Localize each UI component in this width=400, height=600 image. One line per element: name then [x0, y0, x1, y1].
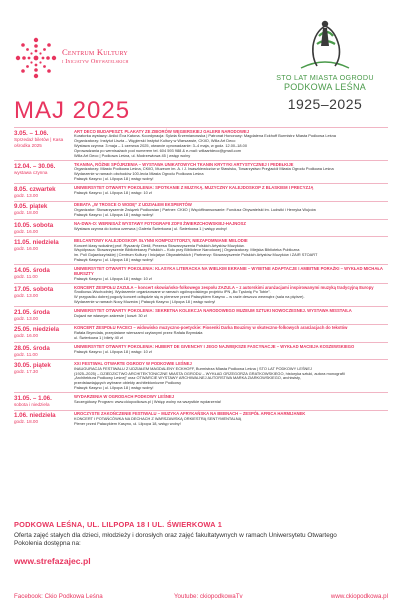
event-time: godz. 17.30: [14, 368, 39, 374]
event-detail-line: Wystawa czynna: 3 maja – 1 czerwca 2025, otwarcie oprowadzanie: 3–4 maja, w godz. 12.00–18.00: [74, 142, 247, 148]
event-detail-line: Pałacyk Kasyno | ul. Lilpopa 18 | wstęp: 10 zł: [74, 348, 152, 354]
event-detail-line: KONCERT I POTAŃCÓWKA NA DECHACH Z WARSZAWSKĄ ORKIESTRĄ SENTYMENTALNĄ: [74, 415, 242, 421]
anniversary-title: [266, 73, 384, 92]
event-date: [14, 395, 74, 408]
event-detail-line: Środkowo-Wschodniej. Wydarzenie organizowane w ramach ogólnopolskiego projektu IPN „Bo Tęsknię Po Tobie”.: [74, 289, 271, 295]
event-item: [14, 160, 388, 183]
event-date: [14, 186, 74, 199]
event-date-day: 30.05. piątek: [14, 361, 51, 369]
event-detail-line: Wydarzenie w ramach obchodów 100-lecia Miasta Ogrodu Podkowa Leśna: [74, 171, 204, 177]
event-detail-line: W przypadku dobrej pogody koncert odbędzie się w plenerze przed Pałacykiem Kasyno – w razie deszczu wewnątrz (sala na piętrze).: [74, 294, 305, 300]
event-title: WYDARZENIA W OGRODACH PODKOWY LEŚNEJ: [74, 393, 175, 399]
event-time: godz. 11.00: [14, 274, 38, 280]
event-detail-line: przedstawiających wybrane obiekty architektoniczne Podkowy: [74, 380, 182, 386]
anniversary-title-line1: STO LAT MIASTA OGRODU: [276, 73, 374, 82]
month-title: MAJ 2025: [14, 97, 131, 124]
event-date: [14, 267, 74, 281]
event-detail-line: Kuratorka wystawy: Anikó Éva Katona. Koordynacja: Sylwia Krzemianowska | Patronat Honorowy: Magdalena Eckhoff Burmistrz Miasta Podkowa Leśna: [74, 133, 336, 139]
garden-figure-icon: [295, 16, 355, 72]
event-time: godz. 13.00: [14, 316, 39, 322]
event-date: [14, 286, 74, 305]
event-time: godz. 13.00: [14, 192, 39, 198]
event-details: [74, 267, 388, 281]
event-detail-line: Koncert klasy wokalnej prof. Ryszardy Cieśli, Prezesa Stowarzyszenia Polskich Artystów Muzyków.: [74, 242, 245, 248]
event-item: [14, 342, 388, 359]
organization-name-line1: Centrum Kultury: [62, 47, 128, 57]
event-detail-line: Szczegółowy Program: www.ckiopodkowa.pl | Wstęp wolny na wszystkie wydarzenia!: [74, 398, 221, 404]
event-item: [14, 392, 388, 409]
event-date-day: 21.05. środa: [14, 309, 50, 317]
event-time: godz. 11.00: [14, 351, 38, 357]
footer-offer-text: Oferta zajęć stałych dla dzieci, młodzieży i dorosłych oraz zajęć fakultatywnych w ramach Uniwersytetu Otwartego Pokolenia dostępna na:: [14, 532, 337, 547]
event-time: godz. 16.00: [14, 245, 39, 251]
event-time: godz. 13.00: [14, 292, 39, 298]
event-detail-line: Dojazd we własnym zakresie | koszt: 30 zł: [74, 312, 147, 318]
event-details: [74, 345, 388, 358]
youtube-link[interactable]: Youtube: ckiopodkowaTv: [174, 593, 243, 600]
event-date-day: 1.06. niedziela: [14, 412, 56, 420]
event-details: [74, 203, 388, 217]
event-date-day: 10.05. sobota: [14, 221, 54, 229]
header: [0, 0, 400, 112]
event-title: UNIWERSYTET OTWARTY POKOLENIA: HUBERT DE GIVENCHY I JEGO NAJWIĘKSZE FASCYNACJE – WYKŁAD MACIEJA KOSZEWSKIEGO: [74, 343, 355, 349]
event-detail-line: Organizatorzy: Miasto Podkowa Leśna, CKiIO, Muzeum im. A. i J. Iwaszkiewiczów w Stawisku, Towarzystwo Przyjaciół Miasta Ogrodu Podkowa Leśna: [74, 166, 334, 172]
anniversary-years: 1925–2025: [287, 96, 363, 112]
anniversary-town: PODKOWA LEŚNA: [283, 82, 367, 92]
event-detail-line: im. Poli Gojawiczyńskiej | Centrum Kultury i Inicjatyw Obywatelskich | Partnerzy: Stowarzyszenie Polskich Artystów Muzyków i ZAIR STOART: [74, 252, 318, 258]
event-date: [14, 412, 74, 426]
event-details: [74, 326, 388, 340]
organization-name: [62, 47, 202, 65]
event-date: [14, 326, 74, 340]
event-detail-line: Pałacyk Kasyno | ul. Lilpopa 18 | wstęp: 10 zł: [74, 189, 152, 195]
event-time: godz. 16.00: [14, 333, 39, 339]
event-details: [74, 130, 388, 159]
event-details: [74, 286, 388, 305]
anniversary-logo: [266, 16, 384, 112]
event-item: [14, 183, 388, 200]
event-date: [14, 239, 74, 263]
event-date: [14, 130, 74, 159]
event-item: [14, 201, 388, 220]
event-title: XXI FESTIWAL OTWARTE OGRODY W PODKOWIE LEŚNEJ: [74, 360, 192, 366]
event-detail-line: Wydarzenie w ramach Nocy Muzeów | Pałacyk Kasyno | Lilpopa 18 | wstęp wolny!: [74, 299, 216, 305]
event-detail-line: Organizatorzy: Instytut Liszta – Węgierski Instytut Kultury w Warszawie, CKiIO, Willa Art Deco: [74, 138, 236, 144]
event-detail-line: (1925–2025) – DZIEDZICTWO ARCHITEKTONICZNE MIASTA OGRODU – WYKŁAD GRZEGORZA GRATKOWSKIEGO, historyka sztuki, autora monografii: [74, 370, 345, 376]
event-date-day: 28.05. środa: [14, 344, 50, 352]
event-details: [74, 239, 388, 263]
event-detail-line: „Architektura Podkowy Leśnej” oraz OTWARCIE WYSTAWY ARCHIWALNEJ AUTORSTWA MARKA ZIARKOWSKIEGO, archiwisty,: [74, 375, 301, 381]
event-time: wystawa czynna: [14, 169, 48, 175]
event-item: [14, 324, 388, 343]
event-date-day: 12.04. – 30.06.: [14, 162, 56, 170]
event-title: ART DECO BUDAPESZT. PLAKATY ZE ZBIORÓW WĘGIERSKIEJ GALERII NARODOWEJ: [74, 128, 250, 134]
event-time: sobota i niedziela: [14, 401, 50, 407]
event-item: [14, 283, 388, 306]
event-date: [14, 362, 74, 391]
event-time: Sprzedaż biletów | Kasa ośrodka 2025: [14, 136, 64, 148]
event-detail-line: Oprowadzania po wernisażach pod numerem tel. 604 593 988 & e-mail: willaartdeco@gmail.com: [74, 147, 242, 153]
event-title: TKANINA, RÓŻNE SPÓJRZENIA – WYSTAWA UNIKATOWYCH TKANIN KRYTYKI ARTYSTYCZNEJ I PEDEŁKIJE: [74, 161, 294, 167]
event-details: [74, 163, 388, 182]
event-date: [14, 309, 74, 322]
event-title: BELCANTOWY KALEJDOSKOP. SŁYNNI KOMPOZYTORZY, NIEZAPOMNIANE MELODIE: [74, 237, 248, 243]
event-date: [14, 345, 74, 358]
event-title: UNIWERSYTET OTWARTY POKOLENIA: SPOTKANIE Z MUZYKĄ. MUZYCZNY KALEJDOSKOP Z BLASKIEM I PRECYZJĄ: [74, 184, 314, 190]
event-title: UNIWERSYTET OTWARTY POKOLENIA: KLASYKA LITERACKA NA WIELKIM EKRANIE – WYBITNE ADAPTACJE I AMBITNE PORAŻKI – WYKŁAD MICHAŁA BURSZTY: [74, 266, 383, 276]
event-details: [74, 309, 388, 322]
event-date: [14, 203, 74, 217]
event-detail-line: Willa Art Deco | Podkowa Leśna, ul. Modrzewiowa 45 | wstęp wolny: [74, 152, 191, 158]
event-detail-line: Współpraca: Stowarzyszenie Bibliotekarzy Polskich – Koło przy Bibliotece Narodowej | Organizatorzy: Miejska Biblioteka Publiczna: [74, 247, 300, 253]
event-time: godz. 16.00: [14, 228, 39, 234]
event-title: KONCERT ZESPOŁU FACECI – widowisko muzyczno-poetyckie: Piosenki Darka Bouzimy w skuteczno-folkowych aranżacjach do tekstów: [74, 325, 348, 331]
event-date-day: 11.05. niedziela: [14, 238, 59, 246]
event-detail-line: Pałacyk Kasyno | ul. Lilpopa 18 | wstęp wolny!: [74, 175, 154, 181]
event-title: UNIWERSYTET OTWARTY POKOLENIA: SEKRETNA KOLEKCJA NARODOWEGO MUZEUM SZTUKI NOWOCZESNEJ. WYSTAWA MISSTAILA: [74, 308, 352, 314]
event-detail-line: ul. Świerkowa 1 | bilety 40 zł: [74, 334, 123, 340]
ckiio-logo-icon: [14, 36, 58, 80]
event-details: [74, 362, 388, 391]
event-date: [14, 222, 74, 235]
event-detail-line: Plener przed Pałacykiem Kasyno, ul. Lilpopa 18, wstęp wolny!: [74, 420, 181, 426]
event-details: [74, 395, 388, 408]
event-item: [14, 359, 388, 392]
event-date-day: 17.05. sobota: [14, 285, 54, 293]
facebook-link[interactable]: Facebook: Ckio Podkowa Leśna: [14, 593, 103, 600]
event-item: [14, 306, 388, 323]
event-item: [14, 127, 388, 160]
event-date-day: 31.05. – 1.06.: [14, 394, 52, 402]
footer: [0, 516, 400, 600]
event-detail-line: Wystawa czynna do końca czerwca | Galeria Świerkowa | ul. Świerkowa 1 | wstęp wolny!: [74, 225, 227, 231]
event-list: [14, 127, 388, 428]
strefazajec-link[interactable]: www.strefazajec.pl: [14, 556, 91, 566]
event-details: [74, 412, 388, 426]
event-detail-line: Pałacyk Kasyno | ul. Lilpopa 18 | wstęp wolny!: [74, 257, 154, 263]
event-date-day: 8.05. czwartek: [14, 185, 56, 193]
event-date-day: 9.05. piątek: [14, 203, 48, 211]
event-details: [74, 186, 388, 199]
event-item: [14, 236, 388, 264]
footer-address: PODKOWA LEŚNA, UL. LILPOPA 18 I UL. ŚWIERKOWA 1: [14, 520, 222, 529]
event-detail-line: Rafała Brymdała, przeplatane wierszami czytanymi przez Rafała Brymdała: [74, 330, 203, 335]
event-date: [14, 163, 74, 182]
event-date-day: 3.05. – 1.06.: [14, 129, 49, 137]
event-item: [14, 264, 388, 283]
event-detail-line: Organizator: Stowarzyszenie Związek Podkowian | Partner: CKiIO | Współfinansowanie: Fundusz Obywatelski im. Ludwiki i Henryka Wujców: [74, 206, 316, 212]
website-link[interactable]: www.ckiopodkowa.pl: [330, 593, 388, 600]
event-date-day: 25.05. niedziela: [14, 326, 60, 334]
event-title: NA-DWA-O: WERNISAŻ WYSTAWY FOTOGRAFII ZOFII ŻWIERZCHOWSKIEJ-HAJNOSZ: [74, 220, 246, 226]
event-date-day: 14.05. środa: [14, 267, 50, 275]
event-item: [14, 410, 388, 429]
event-time: godz. 18.00: [14, 419, 39, 425]
event-item: [14, 219, 388, 236]
event-title: UROCZYSTE ZAKOŃCZENIE FESTIWALU – MUZYKA AFRYKAŃSKA NA BEBNACH – ZESPÓŁ AFRICA HARMIJANEK: [74, 411, 306, 417]
organization-name-line2: i Inicjatyw Obywatelskich: [62, 58, 129, 65]
event-detail-line: Pałacyk Kasyno | ul. Lilpopa 18 | wstęp: 10 zł: [74, 275, 152, 281]
event-detail-line: Pałacyk Kasyno | ul. Lilpopa 18 | wstęp wolny!: [74, 384, 154, 390]
event-time: godz. 18.00: [14, 210, 39, 216]
event-detail-line: Pałacyk Kasyno | ul. Lilpopa 18 | wstęp wolny!: [74, 211, 154, 217]
event-details: [74, 222, 388, 235]
event-detail-line: INAUGURACJA FESTIWALU Z UDZIAŁEM MAGDALENY ECKHOFF, Burmistrza Miasta Podkowa Leśna | STO LAT PODKOWY LEŚNEJ: [74, 365, 312, 371]
event-title: DEBATA „W TROSCE O WODĘ” Z UDZIAŁEM EKSPERTÓW: [74, 202, 192, 208]
event-title: KONCERT ZESPOŁU ZAZULA – koncert skowiańsko-folkowego zespołu ZAZULA – z autorskimi aranżacjami inspirowanymi muzyką tradycyjną Europy: [74, 284, 374, 290]
